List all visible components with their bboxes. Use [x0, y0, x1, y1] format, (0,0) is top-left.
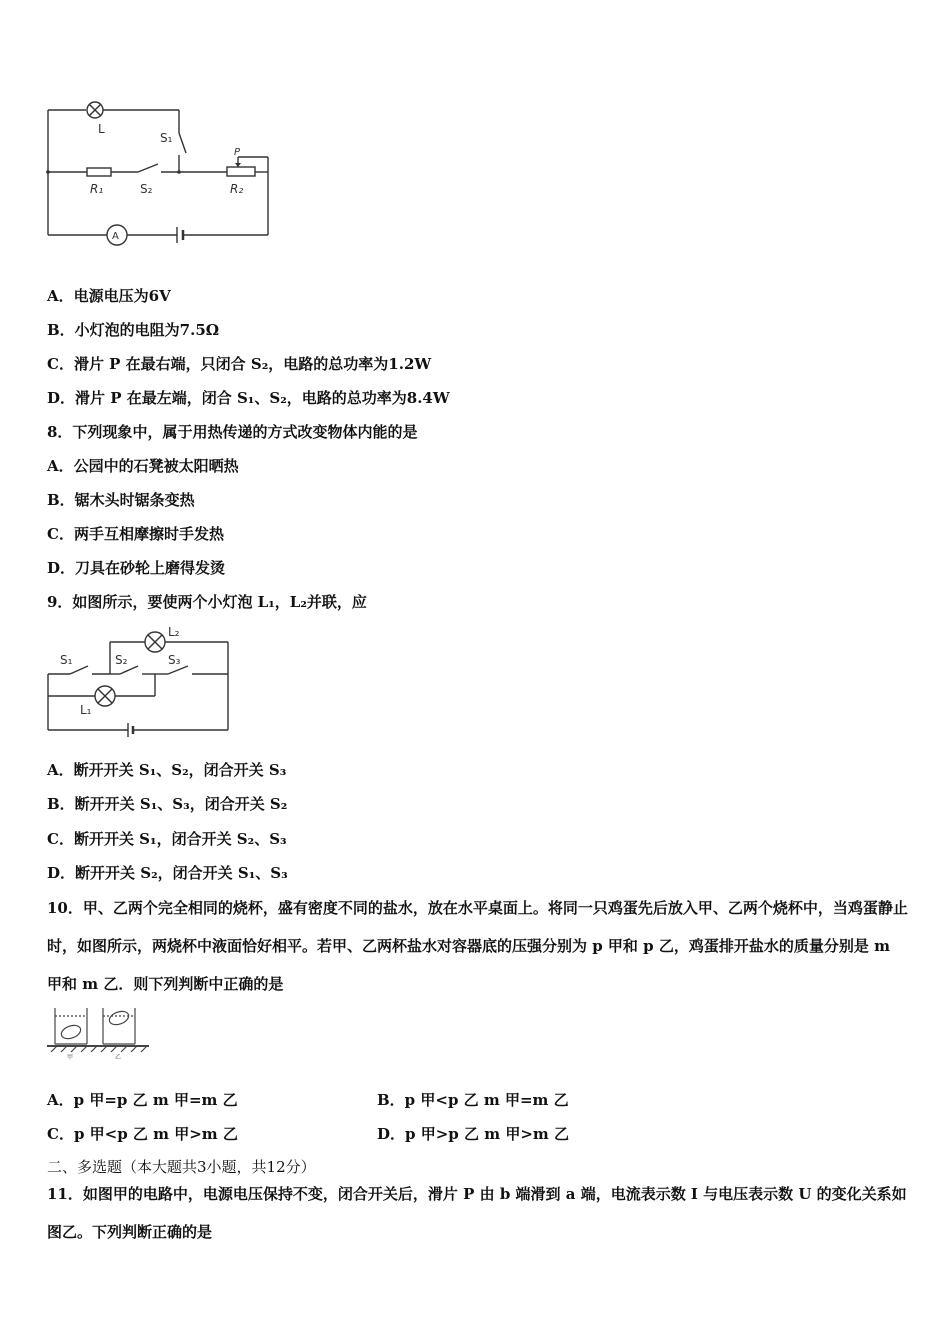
q9-option-a: A．断开开关 S₁、S₂，闭合开关 S₃ [47, 761, 287, 779]
q10-stem: 10．甲、乙两个完全相同的烧杯，盛有密度不同的盐水，放在水平桌面上。将同一只鸡蛋先后放入甲、乙两个烧杯中，当鸡蛋静止时，如图所示，两烧杯中液面恰好相平。若甲、乙两杯盐水对容器底的压强分别为 p 甲和 p 乙，鸡蛋排开盐水的质量分别是 m 甲和 m 乙．则下列判断中正确的是 [47, 899, 908, 993]
circuit-figure-q7 [40, 95, 280, 255]
q8-stem: 8．下列现象中，属于用热传递的方式改变物体内能的是 [47, 423, 418, 441]
q8-option-b: B．锯木头时锯条变热 [47, 491, 195, 509]
label-P: P [234, 147, 241, 158]
beakers-figure-q10 [45, 1002, 155, 1060]
label-S1: S₁ [160, 131, 173, 145]
q9-stem: 9．如图所示，要使两个小灯泡 L₁，L₂并联，应 [47, 593, 367, 611]
ammeter-label: A [112, 231, 119, 242]
label-R2: R₂ [230, 182, 244, 196]
q7-option-b: B．小灯泡的电阻为7.5Ω [47, 321, 220, 339]
q10-option-a: A．p 甲=p 乙 m 甲=m 乙 [47, 1091, 238, 1109]
label-R1: R₁ [90, 182, 104, 196]
label-jia: 甲 [67, 1054, 74, 1061]
q8-option-c: C．两手互相摩擦时手发热 [47, 525, 224, 543]
q8-option-a: A．公园中的石凳被太阳晒热 [47, 457, 239, 475]
q7-option-c: C．滑片 P 在最右端，只闭合 S₂，电路的总功率为1.2W [47, 355, 432, 373]
label-L: L [98, 122, 105, 136]
label-S2: S₂ [140, 182, 153, 196]
q10-option-d: D．p 甲>p 乙 m 甲>m 乙 [377, 1125, 569, 1143]
label-S3: S₃ [168, 653, 181, 667]
q10-option-b: B．p 甲<p 乙 m 甲=m 乙 [377, 1091, 569, 1109]
q9-option-b: B．断开开关 S₁、S₃，闭合开关 S₂ [47, 795, 288, 813]
q11-stem: 11．如图甲的电路中，电源电压保持不变，闭合开关后，滑片 P 由 b 端滑到 a 端，电流表示数 I 与电压表示数 U 的变化关系如图乙。下列判断正确的是 [47, 1185, 907, 1241]
label-L1: L₁ [80, 703, 92, 717]
circuit-figure-q9 [40, 622, 240, 737]
q7-option-a: A．电源电压为6V [47, 287, 171, 305]
label-yi: 乙 [115, 1054, 122, 1061]
q8-option-d: D．刀具在砂轮上磨得发烫 [47, 559, 226, 577]
label-S2: S₂ [115, 653, 128, 667]
label-L2: L₂ [168, 625, 180, 639]
label-S1: S₁ [60, 653, 73, 667]
q9-option-d: D．断开开关 S₂，闭合开关 S₁、S₃ [47, 864, 288, 882]
section-heading: 二、多选题（本大题共3小题，共12分） [47, 1158, 316, 1176]
q7-option-d: D．滑片 P 在最左端，闭合 S₁、S₂，电路的总功率为8.4W [47, 389, 450, 407]
q10-option-c: C．p 甲<p 乙 m 甲>m 乙 [47, 1125, 238, 1143]
q9-option-c: C．断开开关 S₁，闭合开关 S₂、S₃ [47, 830, 287, 848]
